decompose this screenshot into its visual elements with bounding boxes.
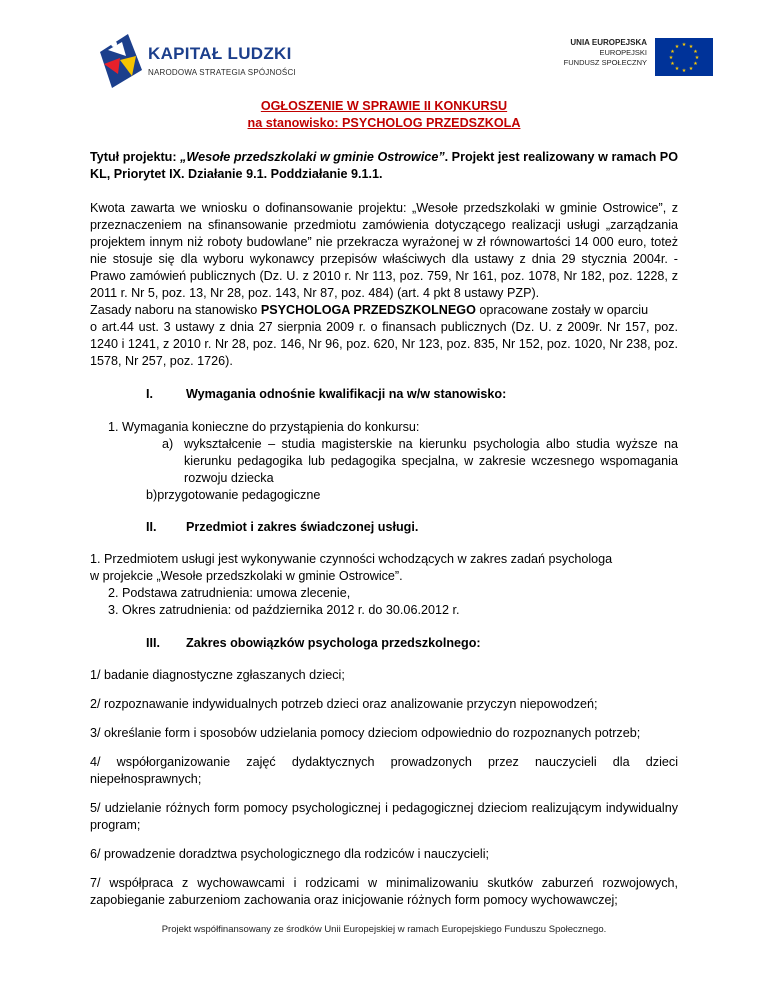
section2-line4: 3. Okres zatrudnienia: od października 2012 r. do 30.06.2012 r. <box>108 603 460 617</box>
section2-heading <box>90 519 678 536</box>
intro-legal-basis: o art.44 ust. 3 ustawy z dnia 27 sierpnia 2009 r. o finansach publicznych (Dz. U. z 2009r. Nr 157, poz. 1240 i 1241, z 2010 r. Nr 28, poz. 146, Nr 96, poz. 620, Nr 123, poz. 835, Nr 152, poz. 1020, Nr 238, poz. 1578, Nr 257, poz. 1726). <box>90 320 678 368</box>
duty-item: 4/ współorganizowanie zajęć dydaktycznych prowadzonych przez nauczycieli dla dzieci niepełnosprawnych; <box>90 755 678 786</box>
project-title <box>90 149 678 183</box>
duty-item: 6/ prowadzenie doradztwa psychologicznego dla rodziców i nauczycieli; <box>90 847 490 861</box>
eu-line2: EUROPEJSKI <box>599 48 647 57</box>
intro-rules-suffix: opracowane zostały w oparciu <box>475 303 649 317</box>
svg-text:★: ★ <box>694 55 700 61</box>
intro-rules <box>90 302 678 319</box>
section1-title: Wymagania odnośnie kwalifikacji na w/w stanowisko: <box>186 387 507 401</box>
svg-text:★: ★ <box>688 66 694 72</box>
svg-text:★: ★ <box>688 44 694 50</box>
kapital-ludzki-logo-block <box>98 30 348 92</box>
duty-item: 1/ badanie diagnostyczne zgłaszanych dzieci; <box>90 668 345 682</box>
section3-heading <box>90 635 678 652</box>
eu-text <box>564 38 647 68</box>
section2-line2: w projekcie „Wesołe przedszkolaki w gminie Ostrowice”. <box>90 569 403 583</box>
logo-subtitle: NARODOWA STRATEGIA SPÓJNOŚCI <box>148 68 296 77</box>
section2-title: Przedmiot i zakres świadczonej usługi. <box>186 520 419 534</box>
project-suffix: . Projekt jest realizowany w ramach PO KL, Priorytet IX. Działanie 9.1. Poddziałanie 9.1.1. <box>90 150 678 181</box>
intro-paragraph: Kwota zawarta we wniosku o dofinansowanie projektu: „Wesołe przedszkolaki w gminie Ostrowice”, z przeznaczeniem na sfinansowanie przedmiotu zamówienia dotyczącego realizacji usługi „zarządzania projektem innym niż roboty budowlane” nie przekracza wyrażonej w zł równowartości 14 000 euro, toteż nie stosuje się dla wyboru wykonawcy przepisów właściwych dla ustawy z dnia 29 stycznia 2004r. - Prawo zamówień publicznych (Dz. U. z 2010 r. Nr 113, poz. 759, Nr 161, poz. 1078, Nr 182, poz. 1228, z 2011 r. Nr 5, poz. 13, Nr 28, poz. 143, Nr 87, poz. 484) (art. 4 pkt 8 ustawy PZP). <box>90 201 678 300</box>
section2-number: II. <box>146 520 157 534</box>
section1-heading <box>90 386 678 403</box>
section2-line3: 2. Podstawa zatrudnienia: umowa zlecenie, <box>108 586 351 600</box>
project-prefix: Tytuł projektu: <box>90 150 181 164</box>
project-name: „Wesołe przedszkolaki w gminie Ostrowice” <box>180 150 445 164</box>
section3-number: III. <box>146 636 160 650</box>
svg-text:★: ★ <box>674 44 680 50</box>
duty-item: 2/ rozpoznawanie indywidualnych potrzeb dzieci oraz analizowanie przyczyn niepowodzeń; <box>90 697 598 711</box>
section1-item-a <box>90 436 678 487</box>
svg-text:★: ★ <box>670 49 675 55</box>
duty-item: 7/ współpraca z wychowawcami i rodzicami w minimalizowaniu skutków zaburzeń rozwojowych, zapobieganie zaburzeniom zachowania oraz inicjowanie różnych form pomocy wychowawczej; <box>90 876 678 907</box>
item-a-label: a) <box>162 437 174 451</box>
item-a-text: wykształcenie – studia magisterskie na kierunku psychologia albo studia wyższe na kierunku pedagogika lub pedagogika specjalna, w zakresie wczesnego wspomagania rozwoju dziecka <box>184 437 678 485</box>
heading-line1: OGŁOSZENIE W SPRAWIE II KONKURSU <box>260 99 508 113</box>
section2-line1: 1. Przedmiotem usługi jest wykonywanie czynności wchodzących w zakres zadań psychologa <box>90 552 613 566</box>
section1-number: I. <box>146 387 153 401</box>
svg-text:★: ★ <box>674 66 680 72</box>
section3-title: Zakres obowiązków psychologa przedszkolnego: <box>186 636 481 650</box>
svg-text:★: ★ <box>681 68 687 74</box>
svg-text:★: ★ <box>668 55 674 61</box>
intro-rules-prefix: Zasady naboru na stanowisko <box>90 303 261 317</box>
svg-text:★: ★ <box>681 42 687 48</box>
logo-title: KAPITAŁ LUDZKI <box>148 44 292 63</box>
svg-text:★: ★ <box>693 49 698 55</box>
eu-line3: FUNDUSZ SPOŁECZNY <box>563 58 647 67</box>
eu-logo-block <box>513 38 713 78</box>
section1-item1: 1. Wymagania konieczne do przystąpienia do konkursu: <box>108 420 420 434</box>
page-footer: Projekt współfinansowany ze środków Unii Europejskiej w ramach Europejskiego Funduszu Społecznego. <box>161 924 607 935</box>
heading-line2: na stanowisko: PSYCHOLOG PRZEDSZKOLA <box>247 116 521 130</box>
duty-item: 3/ określanie form i sposobów udzielania pomocy dzieciom odpowiednio do rozpoznanych potrzeb; <box>90 726 641 740</box>
svg-text:★: ★ <box>693 61 698 67</box>
kapital-ludzki-logo-icon <box>98 30 144 92</box>
intro-rules-position: PSYCHOLOGA PRZEDSZKOLNEGO <box>260 303 476 317</box>
section1-item-b: b)przygotowanie pedagogiczne <box>146 488 321 502</box>
document-content <box>90 98 678 909</box>
duty-item: 5/ udzielanie różnych form pomocy psychologicznej i pedagogicznej dzieciom realizującym indywidualny program; <box>90 801 678 832</box>
eu-line1: UNIA EUROPEJSKA <box>570 38 647 47</box>
eu-flag-icon <box>655 38 713 76</box>
svg-text:★: ★ <box>670 61 675 67</box>
